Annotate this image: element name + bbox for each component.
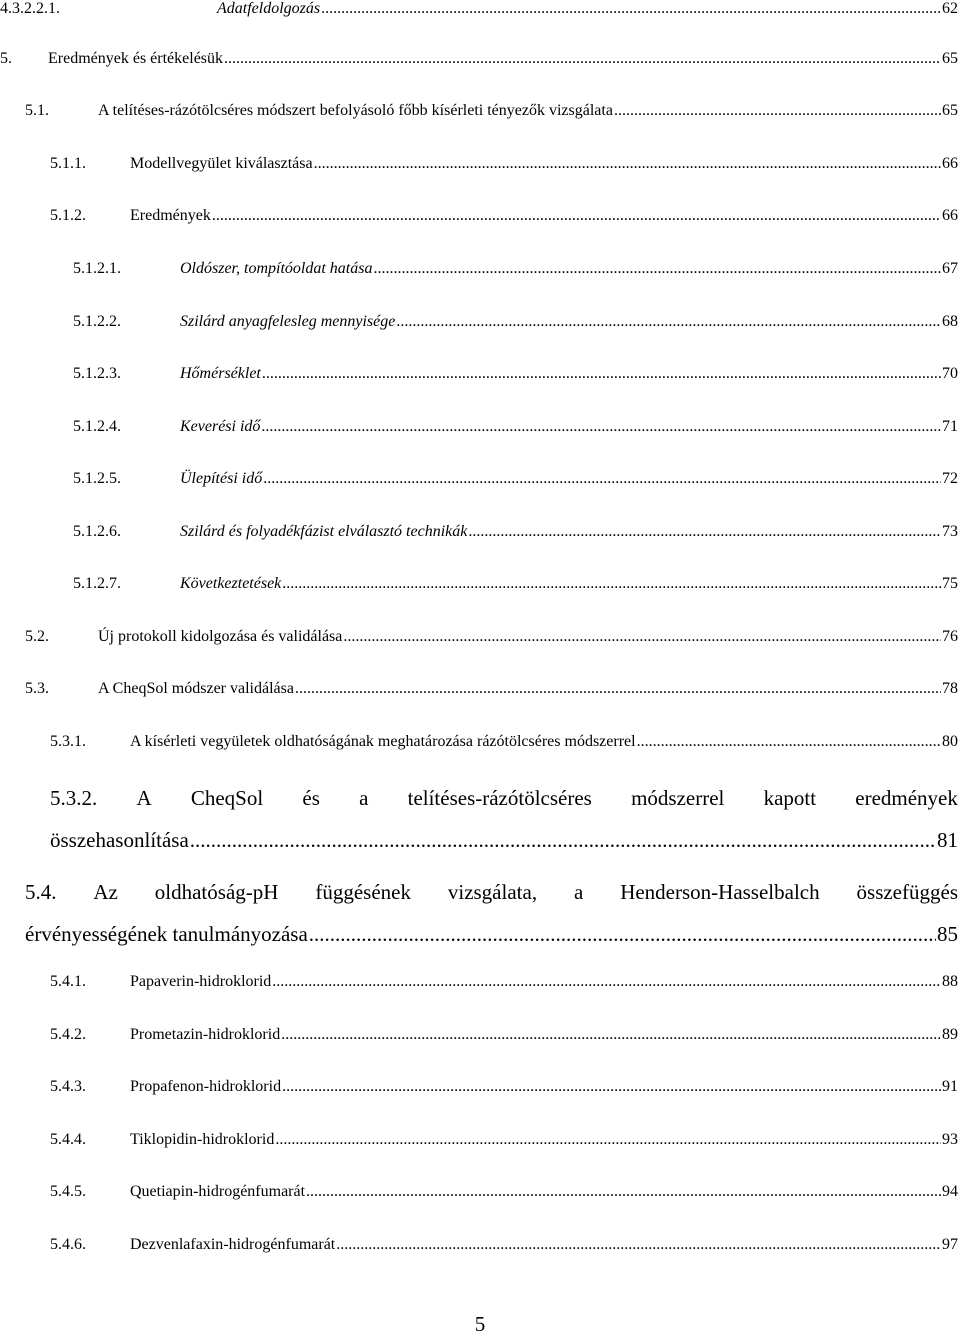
toc-entry-number: 5.4.3. [50, 1078, 86, 1095]
toc-entry-title: összehasonlítása [50, 828, 189, 852]
toc-entry-page: 72 [942, 470, 958, 487]
toc-entry-title: A kísérleti vegyületek oldhatóságának meghatározása rázótölcséres módszerrel [130, 733, 636, 750]
toc-entry [25, 680, 958, 698]
toc-entry-title: Szilárd anyagfelesleg mennyisége [180, 313, 396, 330]
toc-entry-number: 5.1. [25, 102, 49, 119]
toc-entry [25, 102, 958, 120]
toc-entry-number: 5.3.2. [50, 786, 98, 810]
toc-entry-word: CheqSol [190, 786, 264, 810]
toc-entry-page: 67 [942, 260, 958, 277]
toc-entry-number: 5.1.2.6. [73, 523, 121, 540]
toc-entry-title: Modellvegyület kiválasztása [130, 155, 313, 172]
toc-entry-number: 5.1.2.7. [73, 575, 121, 592]
toc-entry-page: 93 [942, 1131, 958, 1148]
toc-entry-word: a [359, 786, 369, 810]
toc-entry-word: A [136, 786, 152, 810]
toc-entry-word: vizsgálata, [447, 880, 538, 904]
toc-entry-page: 76 [942, 628, 958, 645]
toc-entry-number: 5.3.1. [50, 733, 86, 750]
toc-entry [50, 207, 958, 225]
toc-entry-title: Prometazin-hidroklorid [130, 1026, 281, 1043]
toc-entry-page: 62 [942, 0, 958, 17]
toc-entry-page: 78 [942, 680, 958, 697]
toc-entry-number: 5.1.2. [50, 207, 86, 224]
toc-entry-leader [343, 628, 941, 646]
toc-entry-page: 91 [942, 1078, 958, 1095]
toc-entry-title: A CheqSol módszer validálása [98, 680, 294, 697]
toc-entry [73, 470, 958, 488]
toc-entry-title: Adatfeldolgozás [217, 0, 321, 17]
toc-entry [50, 733, 958, 751]
toc-entry [0, 0, 958, 18]
toc-entry-number: 5.4.5. [50, 1183, 86, 1200]
toc-entry-number: 5.4.4. [50, 1131, 86, 1148]
toc-entry-number: 5.4.6. [50, 1236, 86, 1253]
toc-entry-title: Tiklopidin-hidroklorid [130, 1131, 275, 1148]
toc-entry-first-line [50, 785, 958, 811]
toc-entry-title: Új protokoll kidolgozása és validálása [98, 628, 343, 645]
toc-entry-number: 5.1.2.4. [73, 418, 121, 435]
toc-entry-page: 81 [937, 828, 958, 852]
toc-entry [73, 313, 958, 331]
toc-entry-leader [275, 1131, 941, 1149]
toc-entry-number: 5.2. [25, 628, 49, 645]
toc-entry-second-line [50, 827, 958, 853]
toc-entry-leader [614, 102, 941, 120]
toc-entry-page: 97 [942, 1236, 958, 1253]
toc-entry-page: 88 [942, 973, 958, 990]
toc-entry-leader [336, 1236, 941, 1254]
toc-entry-leader [282, 575, 941, 593]
toc-entry-title: Dezvenlafaxin-hidrogénfumarát [130, 1236, 336, 1253]
toc-entry [73, 418, 958, 436]
toc-entry [25, 628, 958, 646]
toc-entry-number: 5.1.2.3. [73, 365, 121, 382]
toc-entry-word: oldhatóság-pH [154, 880, 279, 904]
toc-entry-leader [212, 207, 941, 225]
toc-entry-title: érvényességének tanulmányozása [25, 922, 308, 946]
toc-entry-number: 5.1.2.2. [73, 313, 121, 330]
toc-entry-title: Következtetések [180, 575, 282, 592]
toc-entry-word: Henderson-Hasselbalch [620, 880, 820, 904]
toc-entry [0, 50, 958, 68]
toc-entry-title: Hőmérséklet [180, 365, 261, 382]
toc-entry-page: 71 [942, 418, 958, 435]
toc-entry-page: 66 [942, 207, 958, 224]
toc-entry-page: 65 [942, 102, 958, 119]
toc-entry-leader [306, 1183, 941, 1201]
toc-entry-leader [224, 50, 941, 68]
toc-entry-word: összefüggés [856, 880, 958, 904]
toc-entry-word: telítéses-rázótölcséres [407, 786, 592, 810]
toc-entry-title: Papaverin-hidroklorid [130, 973, 272, 990]
toc-entry [50, 155, 958, 173]
toc-entry-number: 4.3.2.2.1. [0, 0, 60, 17]
toc-entry-word: kapott [763, 786, 817, 810]
toc-entry-leader [262, 365, 941, 383]
toc-entry-number: 5.1.2.5. [73, 470, 121, 487]
toc-entry-word: módszerrel [631, 786, 725, 810]
toc-entry-number: 5. [0, 50, 12, 67]
toc-entry-page: 94 [942, 1183, 958, 1200]
toc-entry-word: és [302, 786, 320, 810]
toc-entry-leader [373, 260, 941, 278]
toc-entry-leader [281, 1026, 941, 1044]
toc-entry [73, 575, 958, 593]
toc-entry-title: Szilárd és folyadékfázist elválasztó technikák [180, 523, 468, 540]
toc-entry-page: 68 [942, 313, 958, 330]
toc-entry-leader [261, 418, 941, 436]
toc-entry-page: 66 [942, 155, 958, 172]
toc-entry-word: eredmények [855, 786, 958, 810]
toc-entry-first-line [25, 879, 958, 905]
toc-entry-leader [468, 523, 941, 541]
toc-entry-title: Quetiapin-hidrogénfumarát [130, 1183, 306, 1200]
toc-entry-leader [321, 0, 941, 18]
toc-entry-leader [309, 921, 936, 947]
toc-entry-leader [295, 680, 941, 698]
toc-entry [50, 1026, 958, 1044]
toc-entry-page: 89 [942, 1026, 958, 1043]
toc-entry-leader [190, 827, 936, 853]
toc-entry-page: 73 [942, 523, 958, 540]
toc-entry-page: 65 [942, 50, 958, 67]
toc-entry-number: 5.4. [25, 880, 57, 904]
toc-entry-title: Keverési idő [180, 418, 261, 435]
toc-entry [50, 1183, 958, 1201]
toc-entry-word: a [573, 880, 584, 904]
toc-entry-number: 5.1.2.1. [73, 260, 121, 277]
toc-entry-number: 5.4.1. [50, 973, 86, 990]
toc-entry [73, 365, 958, 383]
page-number: 5 [474, 1312, 486, 1336]
toc-entry-title: Propafenon-hidroklorid [130, 1078, 282, 1095]
toc-entry [50, 1131, 958, 1149]
toc-entry-leader [396, 313, 941, 331]
toc-entry-title: Oldószer, tompítóoldat hatása [180, 260, 373, 277]
toc-entry-second-line [25, 921, 958, 947]
toc-entry-number: 5.4.2. [50, 1026, 86, 1043]
toc-entry-leader [314, 155, 941, 173]
toc-entry-word: Az [93, 880, 118, 904]
toc-entry-page: 70 [942, 365, 958, 382]
toc-entry [73, 260, 958, 278]
toc-entry-leader [272, 973, 941, 991]
toc-entry-title: Eredmények és értékelésük [48, 50, 224, 67]
toc-entry-leader [637, 733, 941, 751]
toc-entry-title: Ülepítési idő [180, 470, 263, 487]
toc-entry-leader [282, 1078, 941, 1096]
toc-entry [50, 1078, 958, 1096]
toc-entry-page: 85 [937, 922, 958, 946]
toc-entry [50, 1236, 958, 1254]
toc-entry [50, 973, 958, 991]
toc-entry-page: 75 [942, 575, 958, 592]
toc-entry-page: 80 [942, 733, 958, 750]
toc-entry-title: Eredmények [130, 207, 211, 224]
toc-entry-number: 5.1.1. [50, 155, 86, 172]
toc-entry [73, 523, 958, 541]
toc-entry-leader [263, 470, 941, 488]
toc-entry-word: függésének [315, 880, 411, 904]
toc-entry-title: A telítéses-rázótölcséres módszert befolyásoló főbb kísérleti tényezők vizsgálata [98, 102, 613, 119]
toc-entry-number: 5.3. [25, 680, 49, 697]
